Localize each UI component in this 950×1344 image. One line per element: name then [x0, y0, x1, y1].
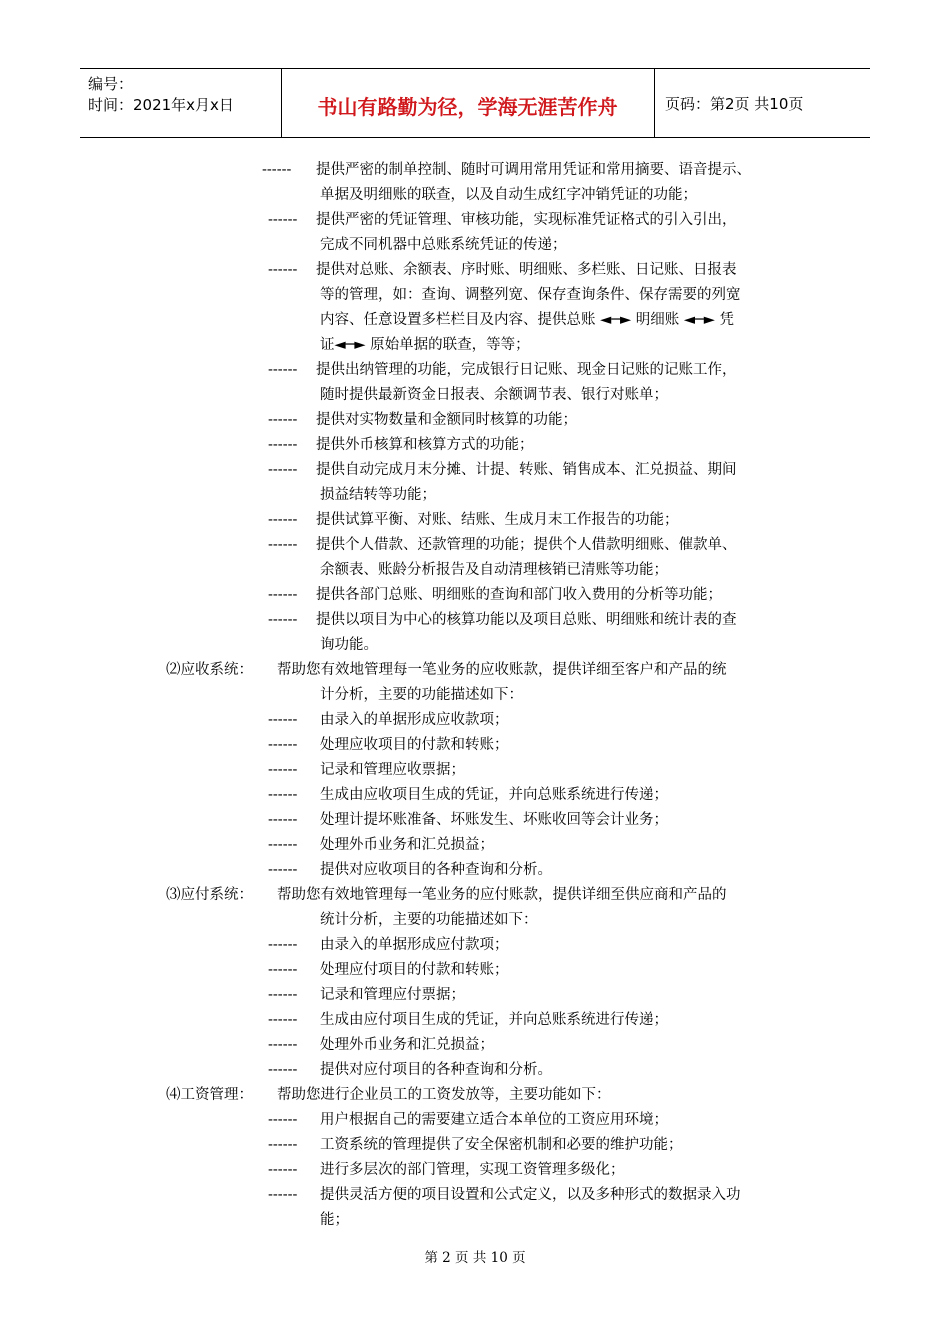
list-item	[0, 783, 950, 808]
item-text: 提供试算平衡、对账、结账、生成月末工作报告的功能；	[316, 512, 679, 528]
dash-marker: ------	[268, 1187, 298, 1203]
section-title: ⑷工资管理：	[166, 1087, 253, 1103]
list-item	[0, 958, 950, 983]
page-header	[80, 68, 870, 138]
list-item	[0, 483, 950, 508]
list-item	[0, 858, 950, 883]
item-text: 帮助您有效地管理每一笔业务的应收账款，提供详细至客户和产品的统	[277, 662, 727, 678]
dash-marker: ------	[268, 787, 298, 803]
item-text: 提供对应收项目的各种查询和分析。	[320, 862, 552, 878]
section-intro	[0, 908, 950, 933]
dash-marker: ------	[268, 212, 298, 228]
dash-marker: ------	[268, 837, 298, 853]
dash-marker: ------	[268, 462, 298, 478]
item-text: 记录和管理应付票据；	[320, 987, 465, 1003]
item-text: 提供严密的制单控制、随时可调用常用凭证和常用摘要、语音提示、	[316, 162, 751, 178]
list-item	[0, 608, 950, 633]
dash-marker: ------	[268, 762, 298, 778]
dash-marker: ------	[268, 1037, 298, 1053]
list-item	[0, 333, 950, 358]
item-text: 能；	[320, 1212, 349, 1228]
item-text: 余额表、账龄分析报告及自动清理核销已清账等功能；	[320, 562, 668, 578]
list-item	[0, 408, 950, 433]
list-item	[0, 1058, 950, 1083]
list-item	[0, 933, 950, 958]
item-text: 处理外币业务和汇兑损益；	[320, 837, 494, 853]
list-item	[0, 983, 950, 1008]
list-item	[0, 1108, 950, 1133]
item-text: 记录和管理应收票据；	[320, 762, 465, 778]
header-page-info: 页码：第2页 共10页	[665, 95, 804, 113]
dash-marker: ------	[268, 1112, 298, 1128]
item-text: 由录入的单据形成应付款项；	[320, 937, 509, 953]
section-heading	[0, 883, 950, 908]
header-divider	[654, 69, 655, 137]
list-item	[0, 283, 950, 308]
section-heading	[0, 1083, 950, 1108]
item-text: 提供外币核算和核算方式的功能；	[316, 437, 534, 453]
item-text: 等的管理，如：查询、调整列宽、保存查询条件、保存需要的列宽	[320, 287, 741, 303]
section-heading	[0, 658, 950, 683]
item-text: 进行多层次的部门管理，实现工资管理多级化；	[320, 1162, 625, 1178]
item-text: 帮助您进行企业员工的工资发放等，主要功能如下：	[277, 1087, 611, 1103]
item-text: 由录入的单据形成应收款项；	[320, 712, 509, 728]
dash-marker: ------	[268, 512, 298, 528]
list-item	[0, 508, 950, 533]
list-item	[0, 1008, 950, 1033]
list-item	[0, 558, 950, 583]
item-text: 提供灵活方便的项目设置和公式定义，以及多种形式的数据录入功	[320, 1187, 741, 1203]
item-text: 完成不同机器中总账系统凭证的传递；	[320, 237, 567, 253]
dash-marker: ------	[268, 587, 298, 603]
item-text: 提供以项目为中心的核算功能以及项目总账、明细账和统计表的查	[316, 612, 737, 628]
list-item	[0, 383, 950, 408]
list-item	[0, 233, 950, 258]
item-text: 提供各部门总账、明细账的查询和部门收入费用的分析等功能；	[316, 587, 722, 603]
item-text: 提供自动完成月末分摊、计提、转账、销售成本、汇兑损益、期间	[316, 462, 737, 478]
dash-marker: ------	[268, 937, 298, 953]
list-item	[0, 708, 950, 733]
document-body	[0, 158, 950, 1233]
list-item	[0, 1208, 950, 1233]
dash-marker: ------	[268, 612, 298, 628]
dash-marker: ------	[268, 362, 298, 378]
list-item	[0, 1183, 950, 1208]
section-title: ⑶应付系统：	[166, 887, 253, 903]
item-text: 损益结转等功能；	[320, 487, 436, 503]
item-text: 提供对实物数量和金额同时核算的功能；	[316, 412, 577, 428]
item-text: 帮助您有效地管理每一笔业务的应付账款，提供详细至供应商和产品的	[277, 887, 727, 903]
item-text: 处理计提坏账准备、坏账发生、坏账收回等会计业务；	[320, 812, 668, 828]
list-item	[0, 358, 950, 383]
item-text: 处理应付项目的付款和转账；	[320, 962, 509, 978]
item-text: 单据及明细账的联查，以及自动生成红字冲销凭证的功能；	[320, 187, 697, 203]
item-text: 计分析，主要的功能描述如下：	[320, 687, 523, 703]
item-text: 处理外币业务和汇兑损益；	[320, 1037, 494, 1053]
item-text: 生成由应收项目生成的凭证，并向总账系统进行传递；	[320, 787, 668, 803]
list-item	[0, 158, 950, 183]
dash-marker: ------	[268, 737, 298, 753]
list-item	[0, 1133, 950, 1158]
list-item	[0, 1033, 950, 1058]
list-item	[0, 208, 950, 233]
item-text: 提供对应付项目的各种查询和分析。	[320, 1062, 552, 1078]
dash-marker: ------	[268, 437, 298, 453]
item-text: 处理应收项目的付款和转账；	[320, 737, 509, 753]
section-intro	[0, 683, 950, 708]
list-item	[0, 833, 950, 858]
dash-marker: ------	[268, 1062, 298, 1078]
list-item	[0, 808, 950, 833]
list-item	[0, 308, 950, 333]
item-text: 询功能。	[320, 637, 378, 653]
list-item	[0, 733, 950, 758]
dash-marker: ------	[268, 712, 298, 728]
time-label: 时间：2021年x月x日	[88, 96, 234, 114]
dash-marker: ------	[268, 987, 298, 1003]
list-item	[0, 583, 950, 608]
dash-marker: ------	[268, 962, 298, 978]
dash-marker: ------	[268, 862, 298, 878]
item-text: 随时提供最新资金日报表、余额调节表、银行对账单；	[320, 387, 668, 403]
item-text: 提供严密的凭证管理、审核功能，实现标准凭证格式的引入引出，	[316, 212, 737, 228]
list-item	[0, 633, 950, 658]
list-item	[0, 1158, 950, 1183]
item-text: 提供出纳管理的功能，完成银行日记账、现金日记账的记账工作，	[316, 362, 737, 378]
list-item	[0, 183, 950, 208]
dash-marker: ------	[268, 1012, 298, 1028]
item-text: 生成由应付项目生成的凭证，并向总账系统进行传递；	[320, 1012, 668, 1028]
header-motto: 书山有路勤为径，学海无涯苦作舟	[317, 95, 618, 119]
dash-marker: ------	[268, 1162, 298, 1178]
list-item	[0, 433, 950, 458]
list-item	[0, 258, 950, 283]
item-text: 用户根据自己的需要建立适合本单位的工资应用环境；	[320, 1112, 668, 1128]
dash-marker: ------	[268, 412, 298, 428]
number-label: 编号：	[88, 75, 134, 93]
item-text: 统计分析，主要的功能描述如下：	[320, 912, 538, 928]
section-title: ⑵应收系统：	[166, 662, 253, 678]
list-item	[0, 758, 950, 783]
header-left	[88, 74, 234, 116]
dash-marker: ------	[262, 162, 292, 178]
list-item	[0, 533, 950, 558]
dash-marker: ------	[268, 262, 298, 278]
item-text: 提供个人借款、还款管理的功能；提供个人借款明细账、催款单、	[316, 537, 737, 553]
list-item	[0, 458, 950, 483]
item-text: 提供对总账、余额表、序时账、明细账、多栏账、日记账、日报表	[316, 262, 737, 278]
dash-marker: ------	[268, 1137, 298, 1153]
page-footer: 第 2 页 共 10 页	[424, 1250, 526, 1266]
item-text: 工资系统的管理提供了安全保密机制和必要的维护功能；	[320, 1137, 683, 1153]
item-text: 内容、任意设置多栏栏目及内容、提供总账 ◄─► 明细账 ◄─► 凭	[320, 312, 734, 328]
dash-marker: ------	[268, 537, 298, 553]
item-text: 证◄─► 原始单据的联查，等等；	[320, 337, 530, 353]
dash-marker: ------	[268, 812, 298, 828]
